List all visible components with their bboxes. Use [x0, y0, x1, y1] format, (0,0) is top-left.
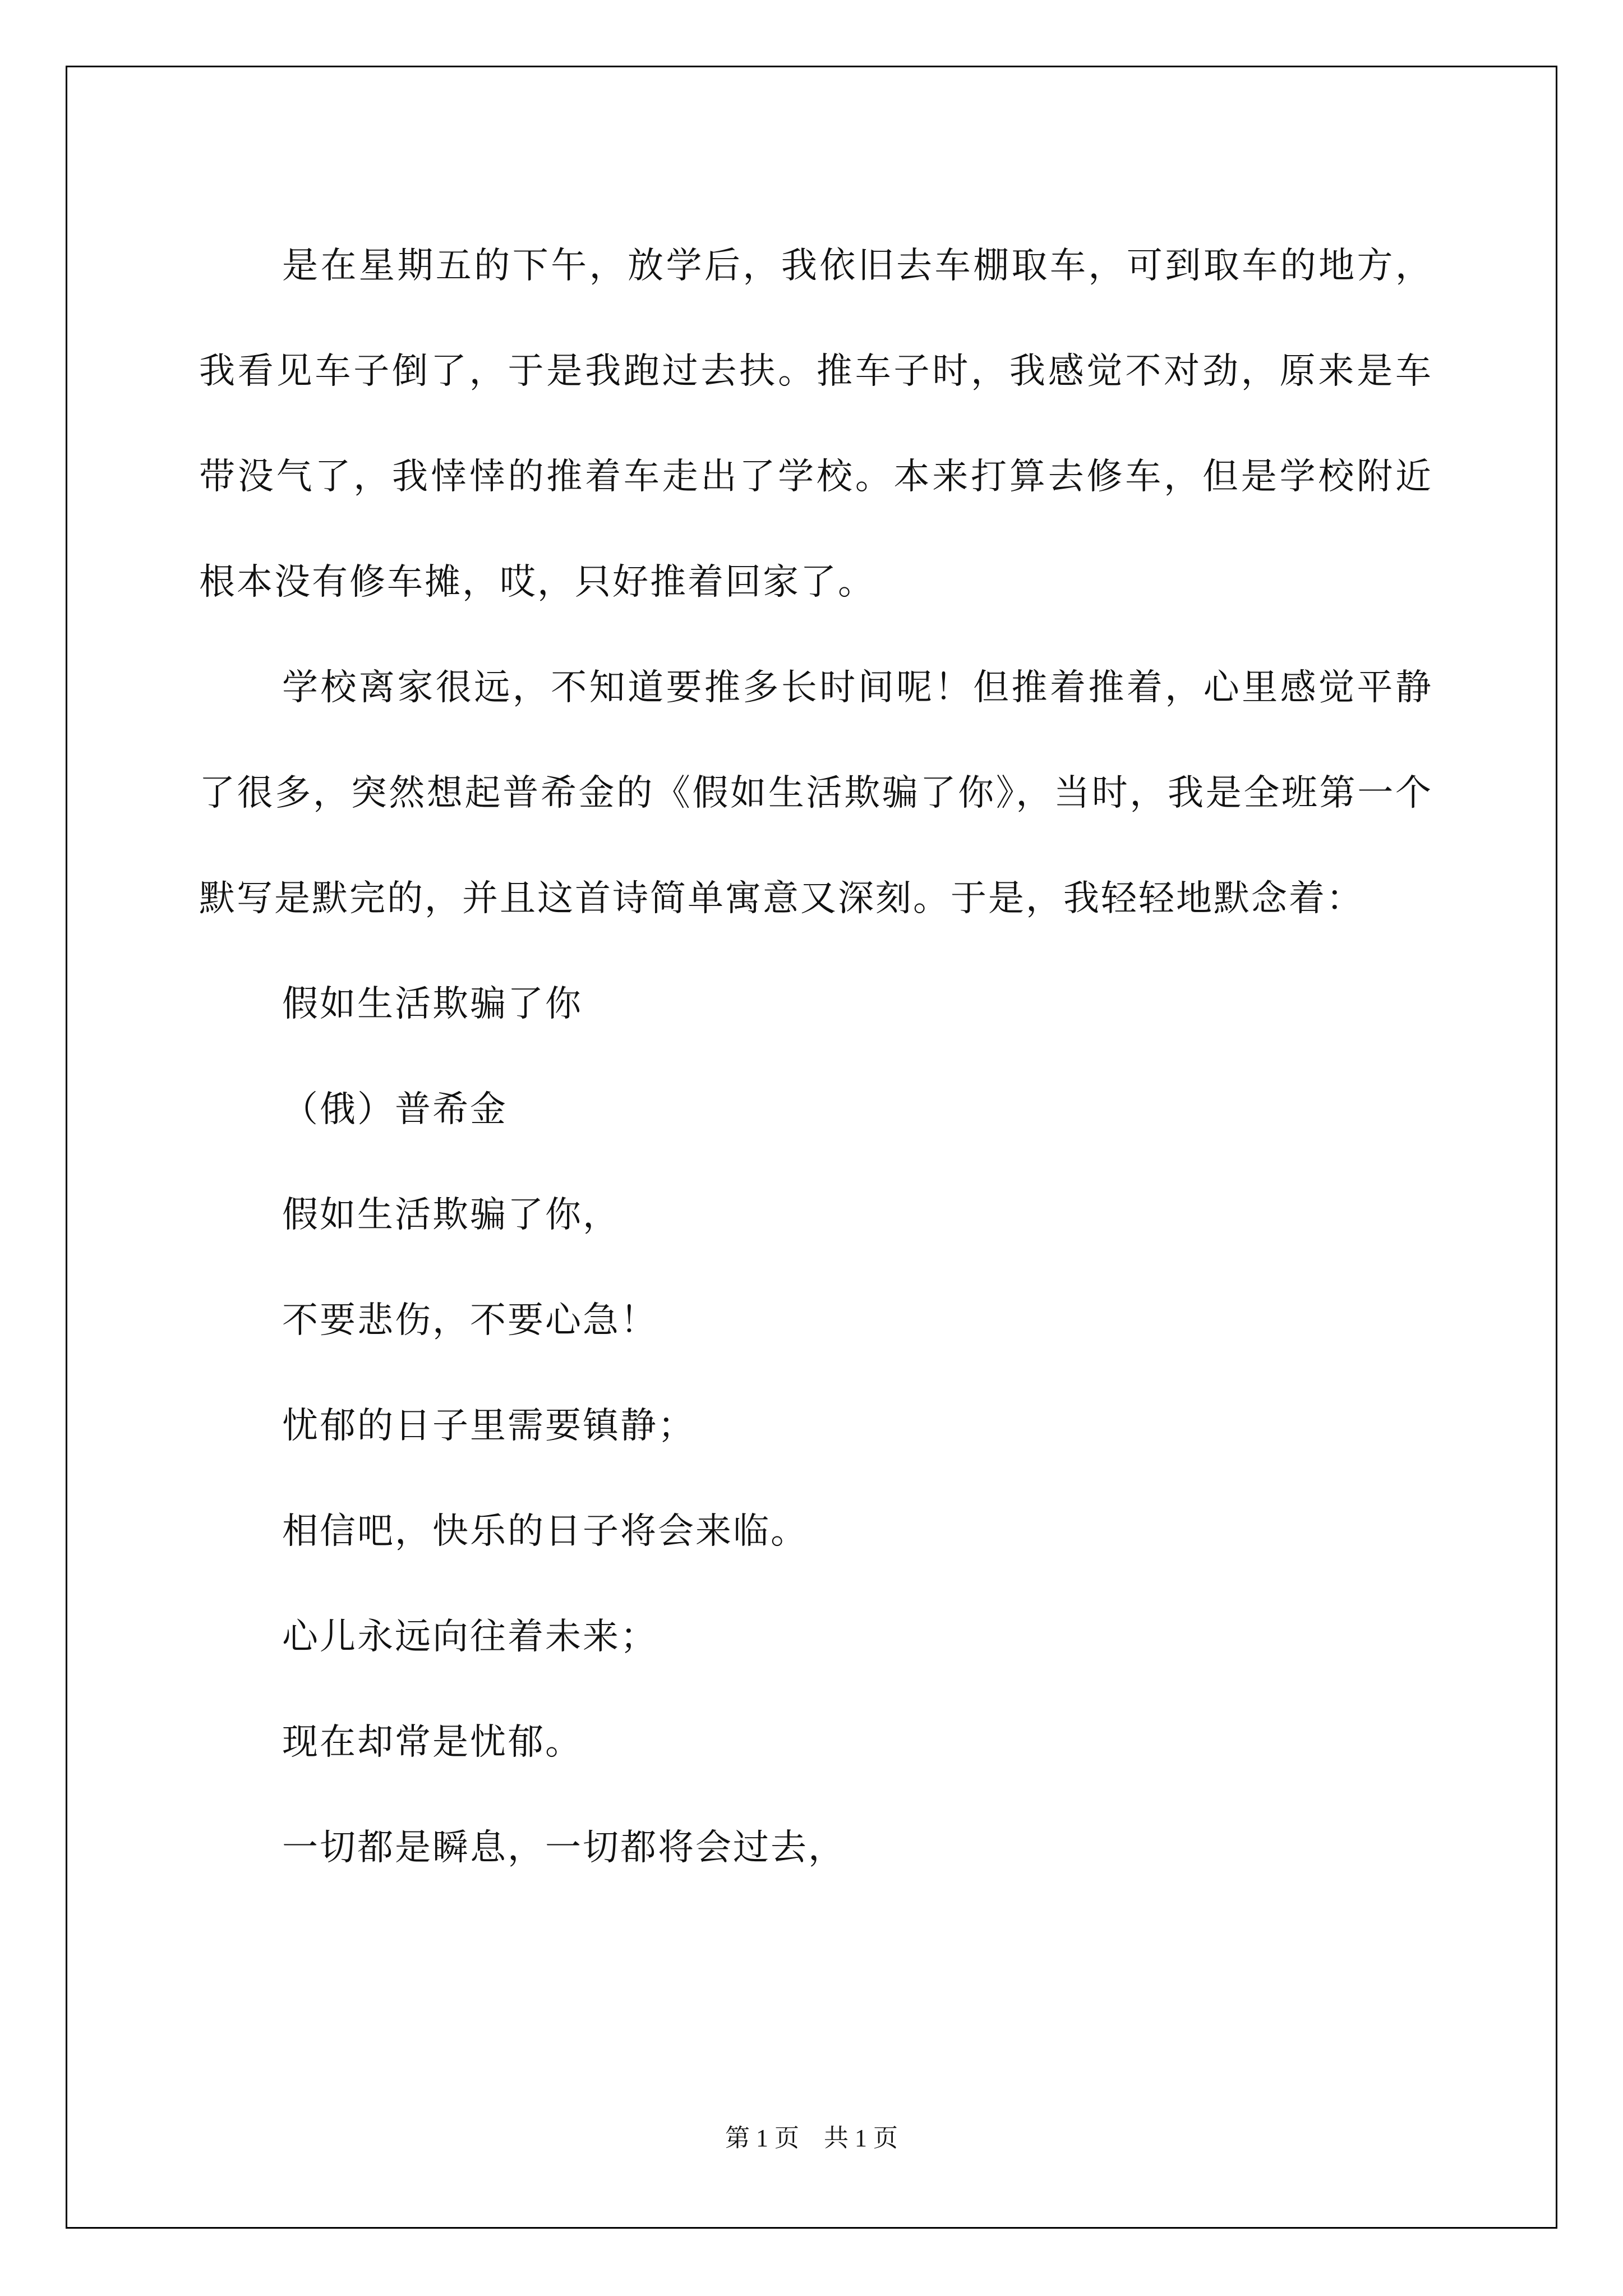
poem-line: 相信吧，快乐的日子将会来临。	[282, 1511, 808, 1552]
paragraph-2: 学校离家很远，不知道要推多长时间呢！但推着推着，心里感觉平静了很多，突然想起普希金的《假如生活欺骗了你》，当时，我是全班第一个默写是默完的，并且这首诗简单寓意又深刻。于是，我轻轻地默念着：	[199, 667, 1433, 919]
page-footer	[0, 2118, 1623, 2154]
poem-author: （俄）普希金	[282, 1089, 508, 1130]
page-number: 第 1 页	[725, 2124, 799, 2152]
poem-line: 心儿永远向往着未来；	[282, 1616, 658, 1658]
poem-line: 忧郁的日子里需要镇静；	[282, 1405, 695, 1447]
page-total: 共 1 页	[824, 2124, 898, 2152]
poem-line: 假如生活欺骗了你，	[282, 1194, 620, 1236]
paragraph-1: 是在星期五的下午，放学后，我依旧去车棚取车，可到取车的地方，我看见车子倒了，于是我跑过去扶。推车子时，我感觉不对劲，原来是车带没气了，我悻悻的推着车走出了学校。本来打算去修车，但是学校附近根本没有修车摊，哎，只好推着回家了。	[199, 245, 1433, 603]
document-body	[199, 213, 1433, 1901]
poem-line: 不要悲伤，不要心急！	[282, 1300, 658, 1341]
poem-title: 假如生活欺骗了你	[282, 983, 583, 1025]
poem-line: 现在却常是忧郁。	[282, 1722, 583, 1763]
poem-line: 一切都是瞬息，一切都将会过去，	[282, 1827, 846, 1869]
